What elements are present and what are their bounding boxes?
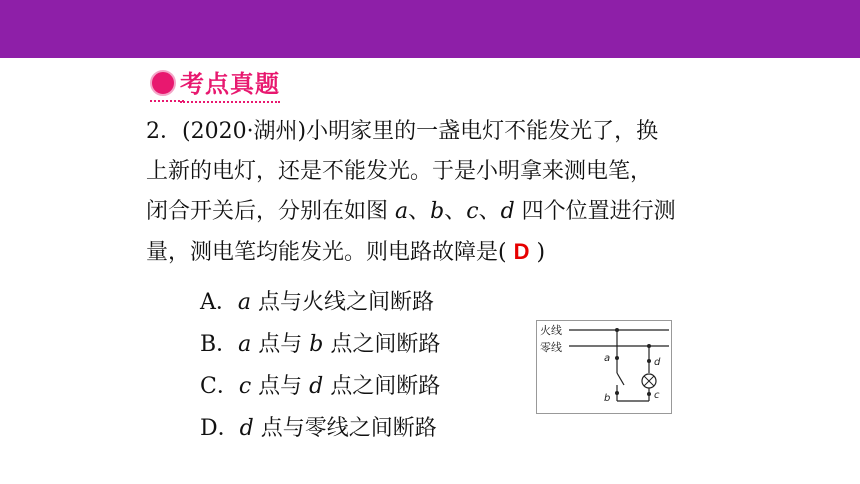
header-bar — [0, 0, 860, 58]
option-var: a — [238, 332, 252, 357]
option-text: 点与 — [251, 332, 310, 357]
point-c-label: c — [654, 390, 660, 401]
circuit-diagram — [536, 320, 672, 414]
option-text: 点之间断路 — [323, 332, 441, 357]
option-text: 点与火线之间断路 — [251, 290, 435, 315]
section-tag — [146, 64, 306, 104]
var-c: c — [466, 199, 479, 224]
var-a: a — [395, 199, 409, 224]
point-b-label: b — [604, 393, 611, 404]
question-line-1: 2．(2020·湖州)小明家里的一盏电灯不能发光了，换 — [146, 119, 659, 144]
var-d: d — [500, 199, 515, 224]
answer-label: D — [513, 239, 530, 264]
option-letter: A． — [200, 290, 238, 315]
option-d — [200, 408, 440, 450]
option-text: 点与零线之间断路 — [253, 416, 437, 441]
circuit-svg — [537, 321, 671, 413]
point-b-dot — [615, 391, 619, 395]
section-tag-label: 考点真题 — [180, 64, 280, 103]
switch-blade — [617, 373, 624, 385]
option-var: b — [309, 332, 324, 357]
separator: 、 — [408, 199, 431, 224]
point-a-dot — [615, 356, 619, 360]
options-list — [200, 282, 440, 450]
question-line-2: 上新的电灯，还是不能发光。于是小明拿来测电笔， — [146, 159, 653, 184]
point-a-label: a — [604, 353, 611, 364]
option-letter: C． — [200, 374, 239, 399]
question-text: 量，测电笔均能发光。则电路故障是( — [146, 240, 514, 265]
junction-dot — [647, 344, 651, 348]
question-text: 闭合开关后，分别在如图 — [146, 199, 395, 224]
option-letter: B． — [200, 332, 239, 357]
option-c — [200, 366, 440, 408]
option-letter: D． — [200, 416, 240, 441]
question-line-4 — [146, 232, 726, 272]
separator: 、 — [478, 199, 501, 224]
question-text: ) — [529, 240, 546, 265]
option-var: c — [238, 374, 252, 399]
point-d-label: d — [654, 357, 661, 368]
question-text: 四个位置进行测 — [514, 199, 676, 224]
live-wire-label: 火线 — [540, 324, 562, 337]
option-b — [200, 324, 440, 366]
option-a — [200, 282, 440, 324]
question-stem — [146, 112, 726, 272]
option-var: d — [239, 416, 254, 441]
var-b: b — [430, 199, 445, 224]
separator: 、 — [444, 199, 467, 224]
option-text: 点之间断路 — [323, 374, 441, 399]
question-line-3 — [146, 192, 726, 232]
option-text: 点与 — [251, 374, 310, 399]
option-var: d — [309, 374, 324, 399]
point-d-dot — [647, 359, 651, 363]
point-c-dot — [647, 392, 651, 396]
option-var: a — [237, 290, 252, 315]
bullet-icon — [150, 70, 176, 96]
dotted-underline — [150, 98, 184, 102]
neutral-wire-label: 零线 — [540, 341, 562, 354]
